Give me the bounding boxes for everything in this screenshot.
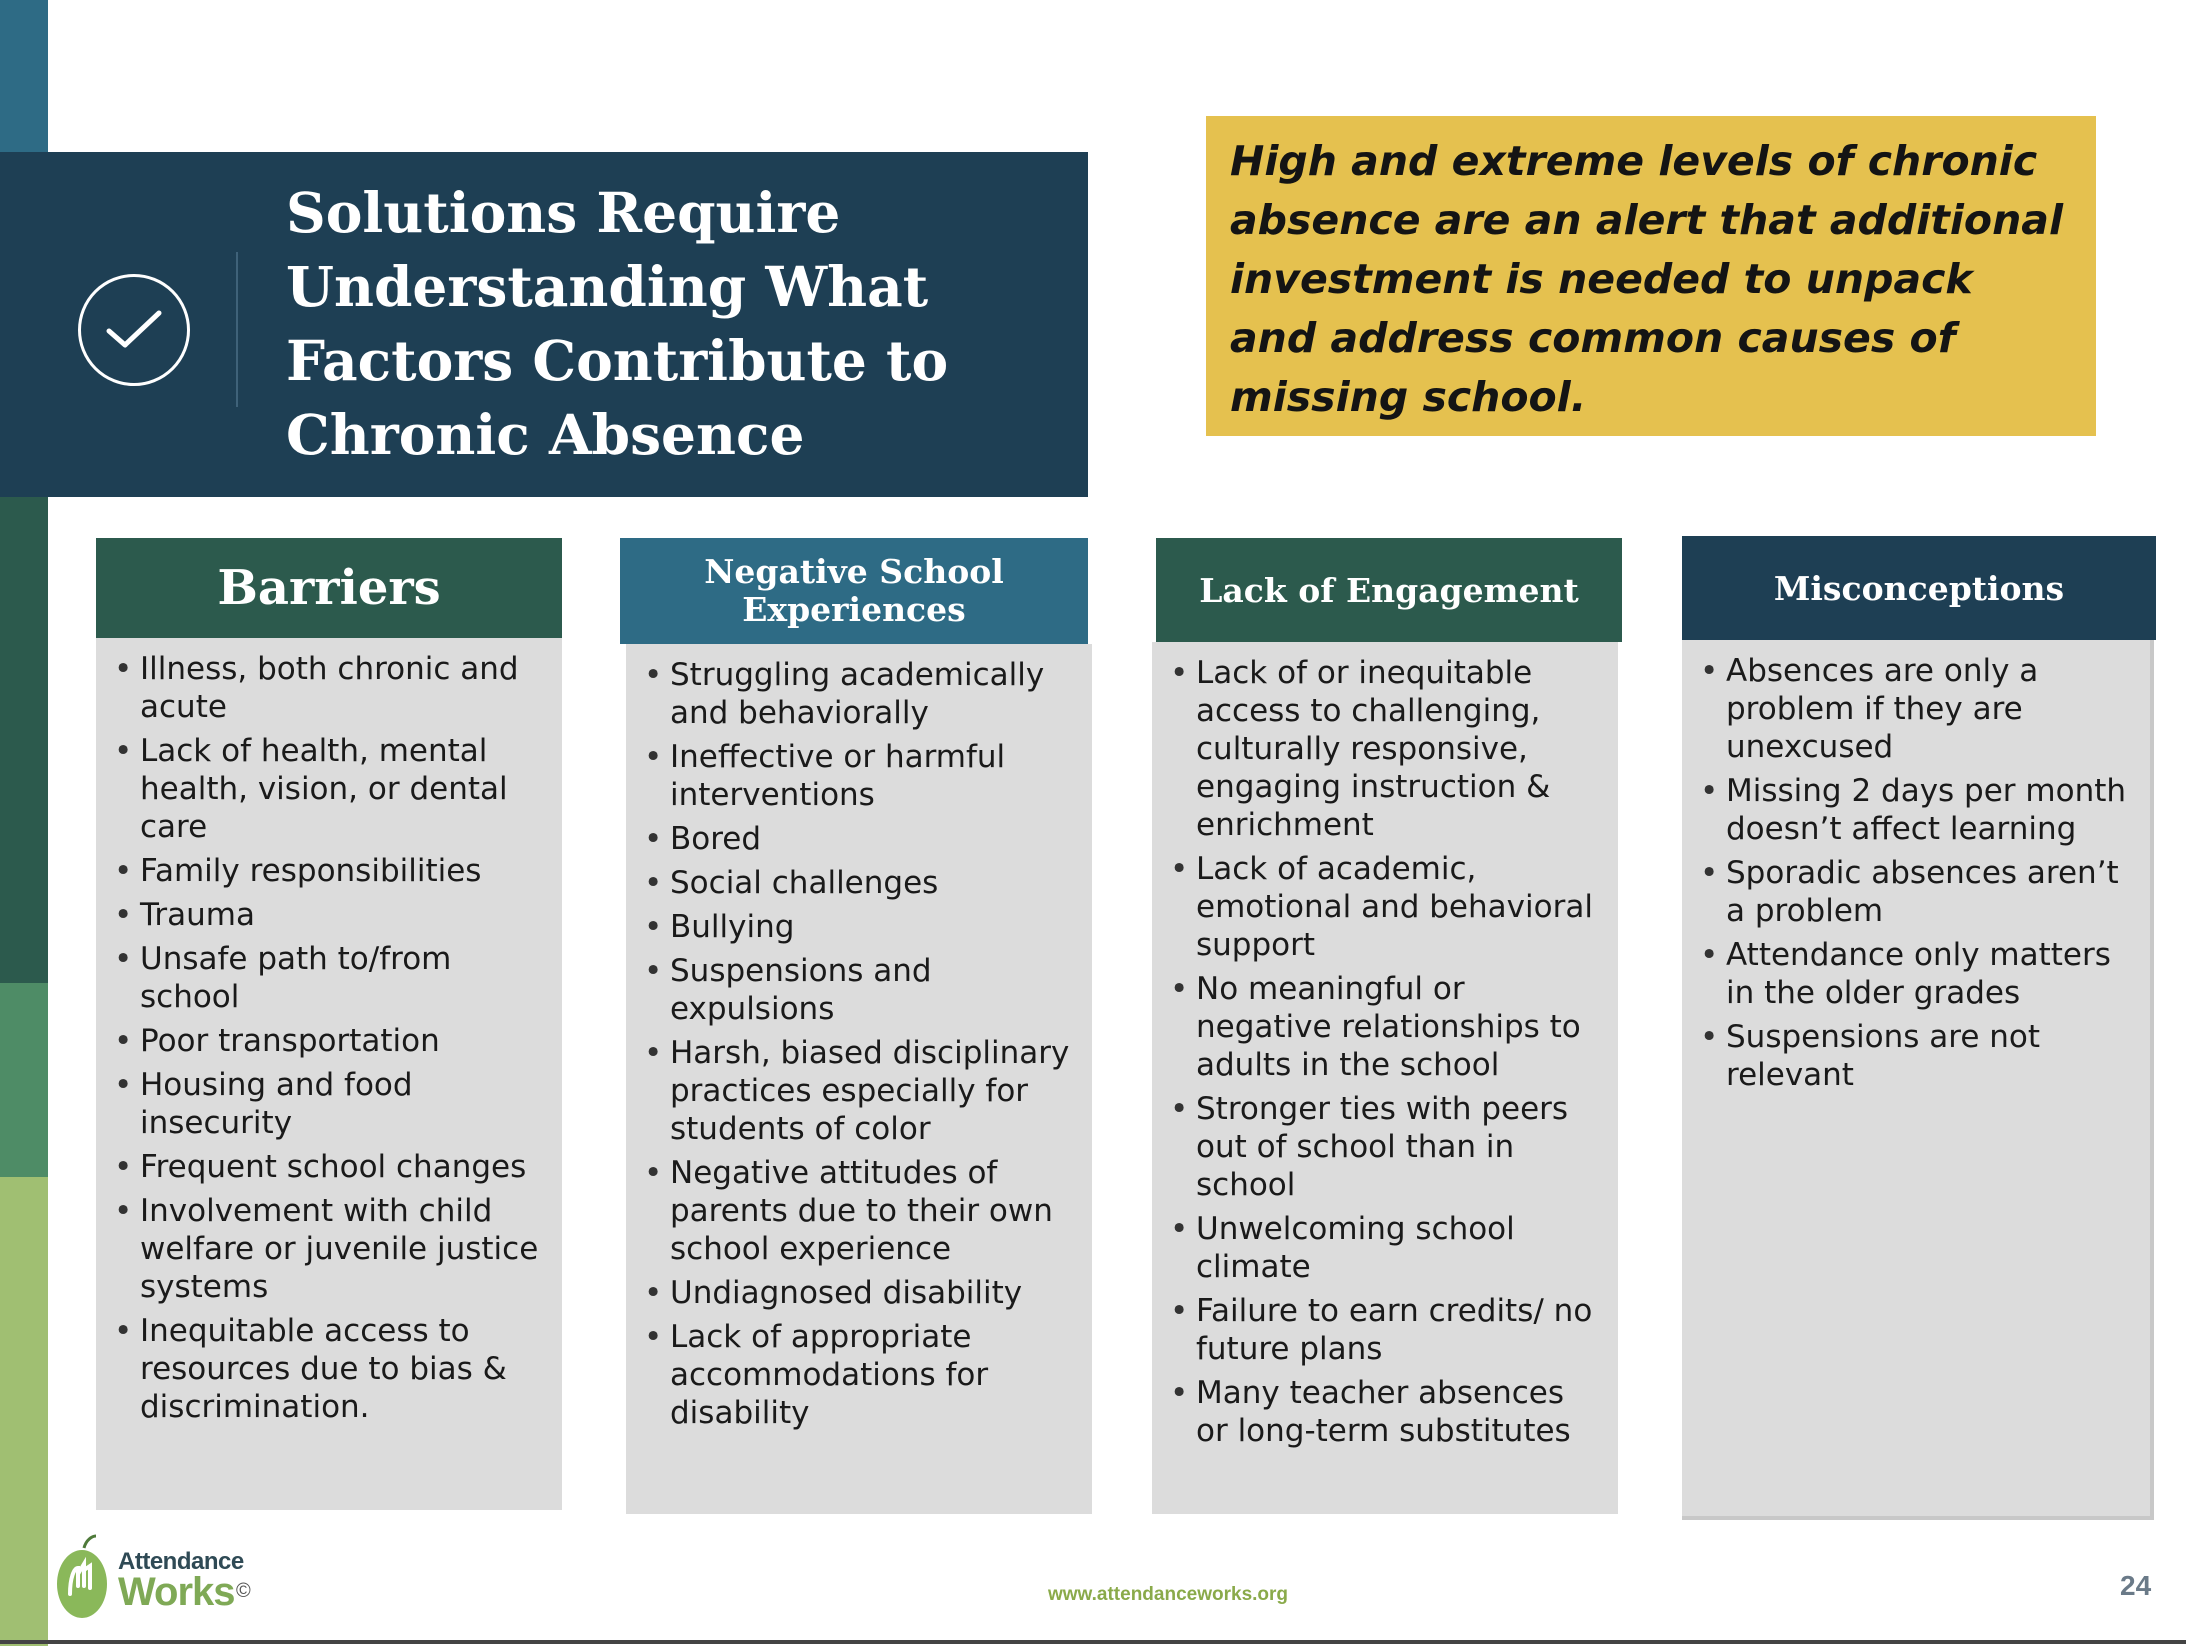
list-item: • Lack of health, mental health, vision, or dental care: [110, 732, 548, 846]
column-header-misconceptions: Misconceptions: [1682, 536, 2156, 640]
list-item: • Lack of or inequitable access to challenging, culturally responsive, engaging instruction & enrichment: [1166, 654, 1604, 844]
logo-text-line2: Works: [118, 1570, 235, 1614]
list-item: • Bored: [640, 820, 1078, 858]
list-item: • Trauma: [110, 896, 548, 934]
column-header-lack-of-engagement: Lack of Engagement: [1156, 538, 1622, 642]
column-body-lack-of-engagement: [1152, 642, 1618, 1514]
list-item: • Ineffective or harmful interventions: [640, 738, 1078, 814]
column-body-barriers: [96, 638, 562, 1510]
side-strip-segment: [0, 0, 48, 152]
list-item: • Family responsibilities: [110, 852, 548, 890]
list-item: • Suspensions are not relevant: [1696, 1018, 2136, 1094]
list-item: • Attendance only matters in the older grades: [1696, 936, 2136, 1012]
list-item: • Undiagnosed disability: [640, 1274, 1078, 1312]
column-header-barriers: Barriers: [96, 538, 562, 638]
list-item: • Struggling academically and behaviorally: [640, 656, 1078, 732]
list-item: • Lack of appropriate accommodations for disability: [640, 1318, 1078, 1432]
list-item: • Inequitable access to resources due to bias & discrimination.: [110, 1312, 548, 1426]
list-item: • Frequent school changes: [110, 1148, 548, 1186]
list-item: • Unsafe path to/from school: [110, 940, 548, 1016]
list-item: • Missing 2 days per month doesn’t affect learning: [1696, 772, 2136, 848]
list-item: • Negative attitudes of parents due to their own school experience: [640, 1154, 1078, 1268]
callout-box: [1206, 116, 2096, 436]
side-strip-segment: [0, 1177, 48, 1646]
list-item: • No meaningful or negative relationships to adults in the school: [1166, 970, 1604, 1084]
list-item: • Suspensions and expulsions: [640, 952, 1078, 1028]
list-item: • Many teacher absences or long-term substitutes: [1166, 1374, 1604, 1450]
list-item: • Harsh, biased disciplinary practices especially for students of color: [640, 1034, 1078, 1148]
copyright-mark: ©: [236, 1580, 251, 1602]
page-title: Solutions Require Understanding What Factors Contribute to Chronic Absence: [286, 180, 949, 467]
list-item: • Stronger ties with peers out of school than in school: [1166, 1090, 1604, 1204]
side-strip-segment: [0, 983, 48, 1177]
list-item: • Involvement with child welfare or juvenile justice systems: [110, 1192, 548, 1306]
column-body-misconceptions: [1682, 640, 2154, 1520]
list-item: • Absences are only a problem if they are unexcused: [1696, 652, 2136, 766]
attendance-works-logo: [56, 1526, 276, 1626]
page-number: 24: [2120, 1570, 2152, 1601]
apple-hand-icon: [56, 1534, 112, 1624]
callout-text: High and extreme levels of chronic absence are an alert that additional investment is needed to unpack and address common causes of missing school.: [1230, 137, 2063, 421]
column-body-negative-school-experiences: [626, 644, 1092, 1514]
list-item: • Bullying: [640, 908, 1078, 946]
logo-text-line1: Attendance: [118, 1548, 244, 1575]
list-item: • Illness, both chronic and acute: [110, 650, 548, 726]
checkmark-icon: [78, 274, 190, 386]
bottom-rule: [0, 1640, 2186, 1644]
column-header-negative-school-experiences: Negative School Experiences: [620, 538, 1088, 644]
list-item: • Housing and food insecurity: [110, 1066, 548, 1142]
list-item: • Unwelcoming school climate: [1166, 1210, 1604, 1286]
list-item: • Social challenges: [640, 864, 1078, 902]
list-item: • Sporadic absences aren’t a problem: [1696, 854, 2136, 930]
list-item: • Failure to earn credits/ no future plans: [1166, 1292, 1604, 1368]
footer-url: www.attendanceworks.org: [1048, 1584, 1289, 1605]
list-item: • Poor transportation: [110, 1022, 548, 1060]
side-strip-segment: [0, 497, 48, 983]
title-divider: [236, 252, 238, 407]
list-item: • Lack of academic, emotional and behavioral support: [1166, 850, 1604, 964]
